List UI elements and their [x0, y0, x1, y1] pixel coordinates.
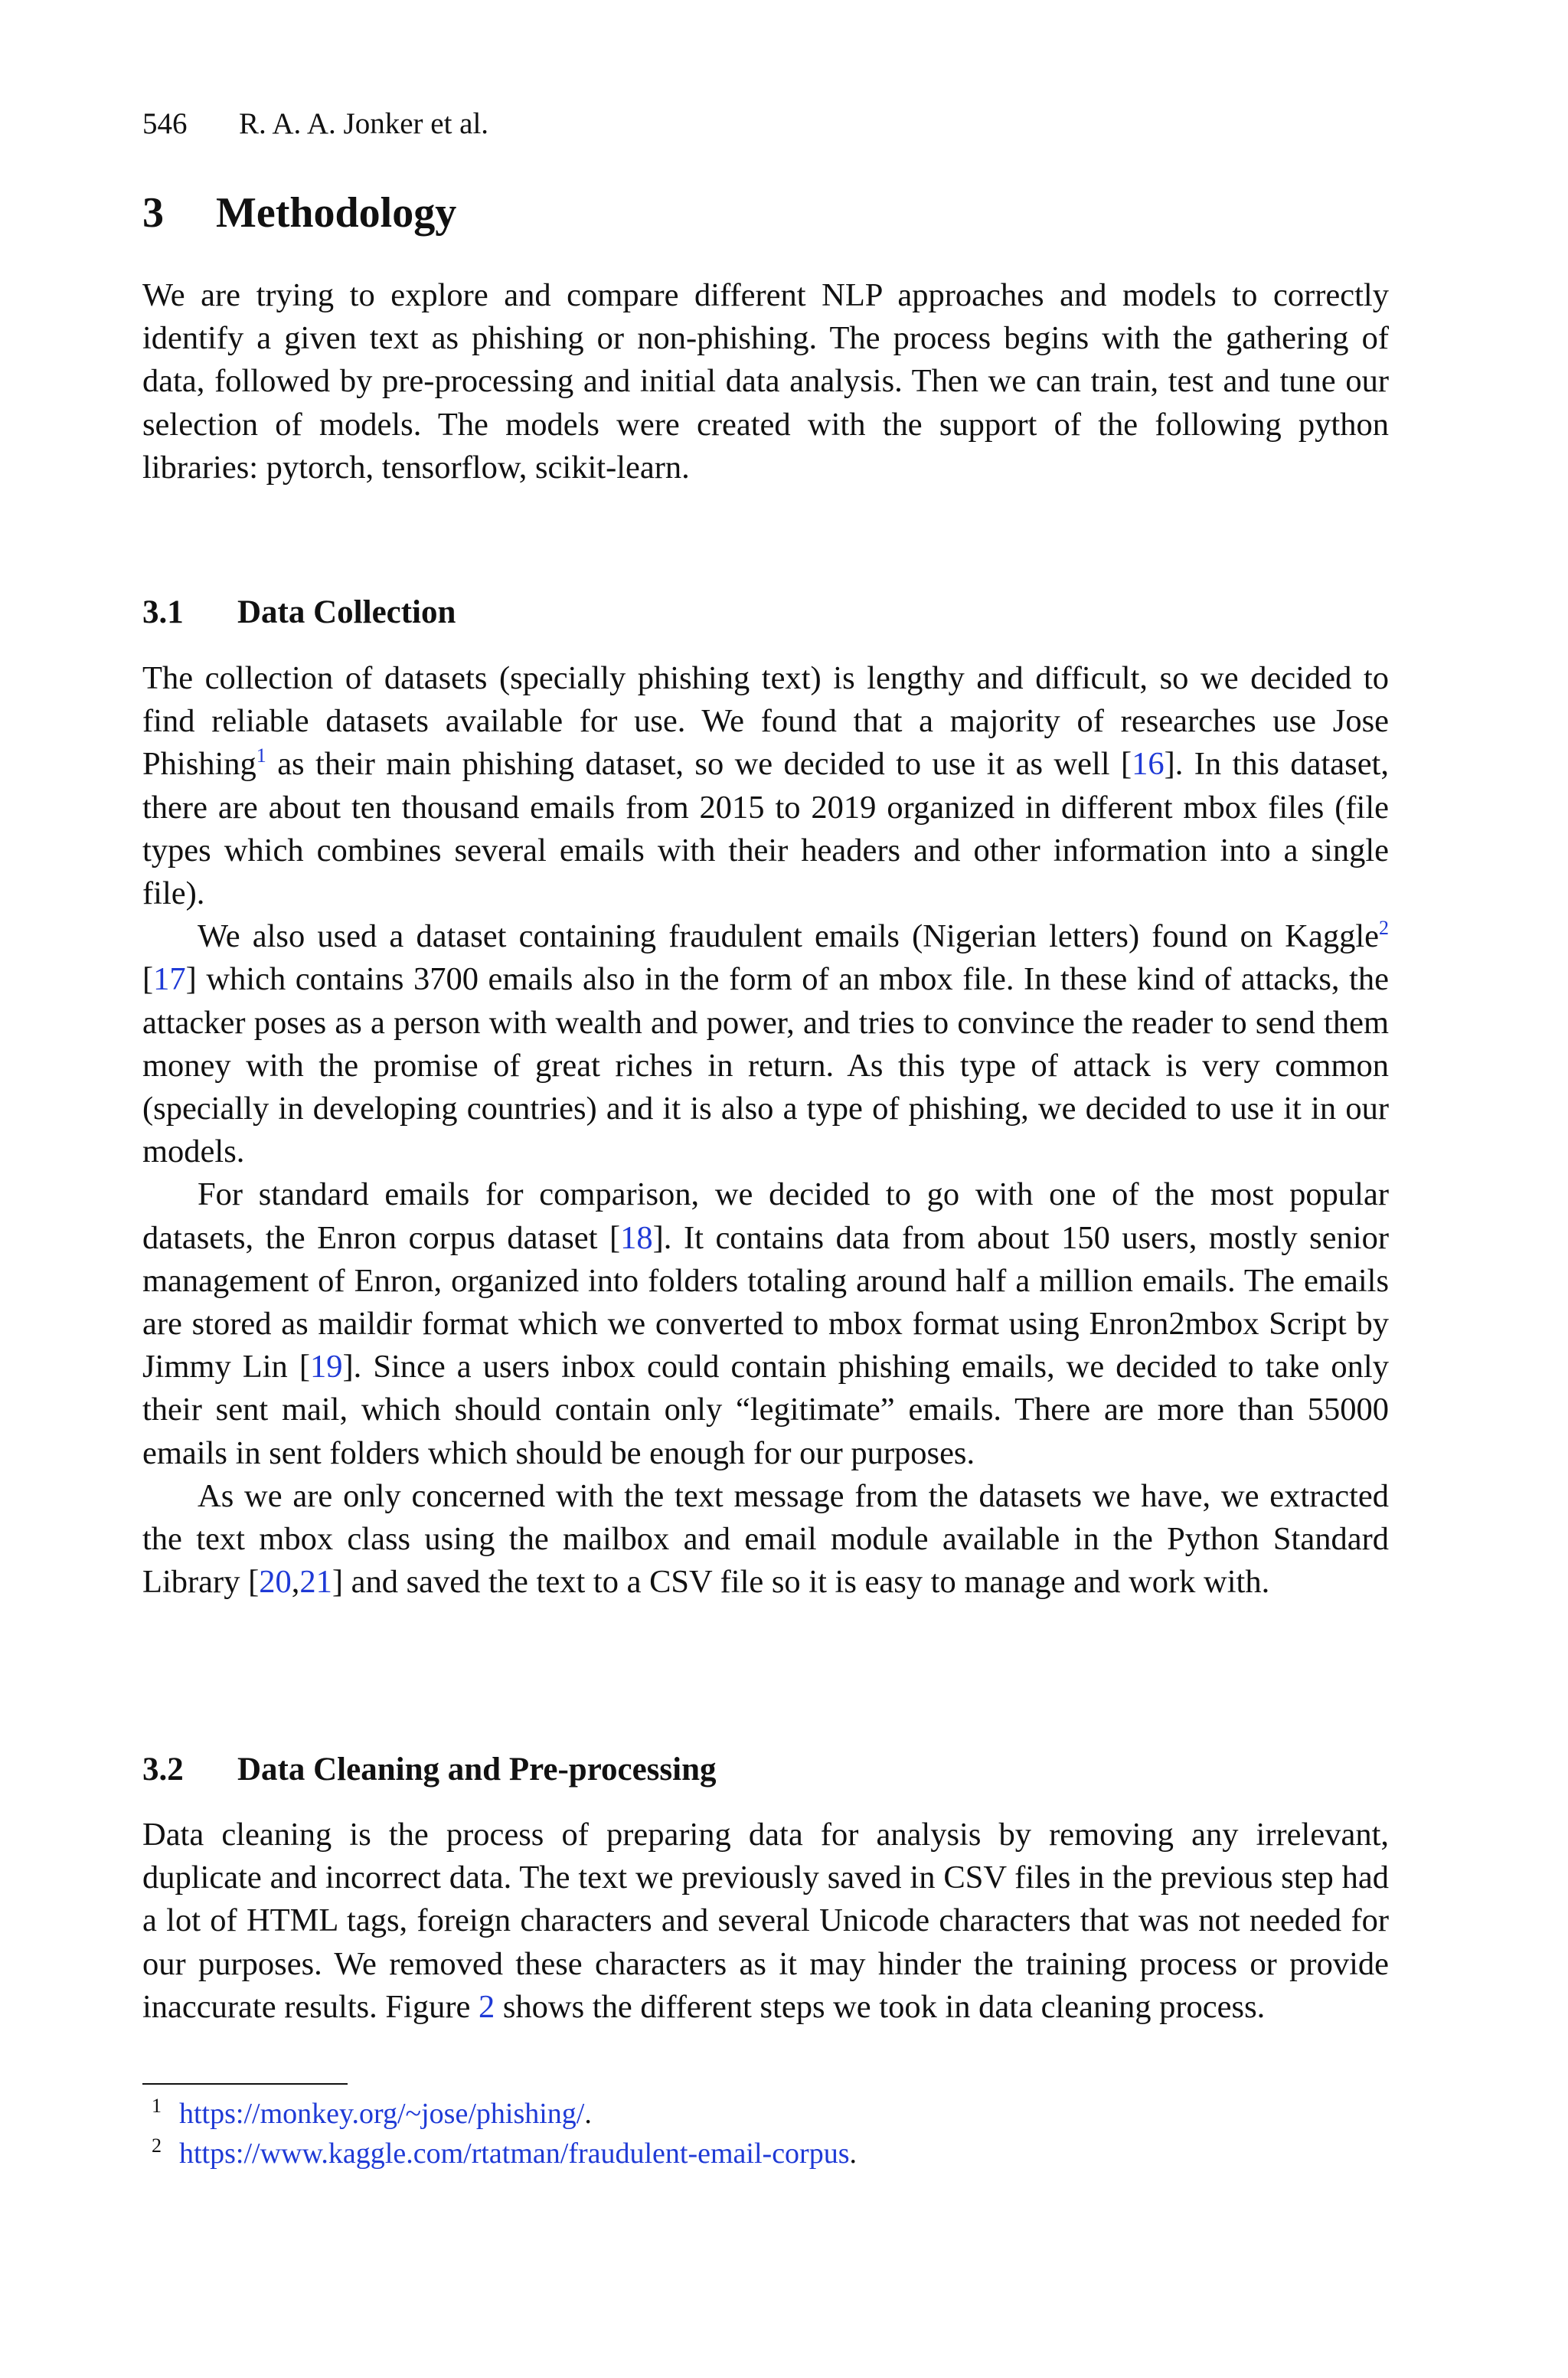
- section-intro-paragraph: We are trying to explore and compare different NLP approaches and models to correctly identify a given text as phishing or non-phishing. The process begins with the gathering of data, followed by pre-processing and initial data analysis. Then we can train, test and tune our selection of models. The models were created with the support of the following python libraries: pytorch, tensorflow, scikit-learn.: [142, 277, 1389, 486]
- author-running-head: R. A. A. Jonker et al.: [239, 107, 489, 140]
- footnote-suffix: .: [584, 2098, 592, 2130]
- paragraph-text: ]. Since a users inbox could contain phishing emails, we decided to take only their sent mail, which should contain only “legitimate” emails. There are more than 55000 emails in sent folders which should be enough for our purposes.: [142, 1349, 1389, 1471]
- footnote-1: 1 https://monkey.org/~jose/phishing/.: [152, 2095, 592, 2130]
- paragraph-jose-phishing: [142, 657, 1389, 915]
- footnote-suffix: .: [849, 2138, 858, 2170]
- paragraph-python-library: [142, 1475, 1389, 1604]
- citation-17[interactable]: 17: [153, 961, 186, 998]
- footnote-link-kaggle[interactable]: https://www.kaggle.com/rtatman/fraudulent-email-corpus: [179, 2138, 850, 2170]
- citation-separator: ,: [291, 1564, 300, 1601]
- citation-16[interactable]: 16: [1132, 746, 1165, 783]
- footnote-2: 2 https://www.kaggle.com/rtatman/fraudulent-email-corpus.: [152, 2134, 858, 2170]
- section-number: 3: [142, 189, 164, 237]
- footnote-divider: [142, 2083, 348, 2085]
- page-number: 546: [142, 107, 188, 140]
- footnote-ref-2[interactable]: 2: [1379, 917, 1389, 940]
- citation-18[interactable]: 18: [620, 1219, 653, 1256]
- subsection-heading-data-cleaning: [142, 1751, 717, 1789]
- subsection-number: 3.1: [142, 594, 184, 630]
- section-title: Methodology: [216, 189, 457, 237]
- subsection-title: Data Collection: [237, 594, 456, 630]
- paragraph-text: shows the different steps we took in data cleaning process.: [495, 1988, 1266, 2025]
- paragraph-text: ]. In this dataset, there are about ten thousand emails from 2015 to 2019 organized in different mbox files (file types which combines several emails with their headers and other information into a single file).: [142, 746, 1389, 912]
- paragraph-text: ]. It contains data from about 150 users, mostly senior management of Enron, organized into folders totaling around half a million emails. The emails are stored as maildir format which we converted to mbox format using Enron2mbox Script by Jimmy Lin [: [142, 1219, 1389, 1385]
- figure-ref-2[interactable]: 2: [479, 1988, 495, 2025]
- paragraph-enron: [142, 1173, 1389, 1474]
- paragraph-data-cleaning: [142, 1814, 1389, 2029]
- footnote-link-jose-phishing[interactable]: https://monkey.org/~jose/phishing/: [179, 2098, 585, 2130]
- citation-19[interactable]: 19: [310, 1349, 343, 1385]
- subsection-title: Data Cleaning and Pre-processing: [237, 1752, 717, 1788]
- citation-21[interactable]: 21: [299, 1564, 332, 1601]
- paragraph-kaggle: [142, 915, 1389, 1173]
- paragraph-text: We also used a dataset containing fraudulent emails (Nigerian letters) found on Kaggle: [198, 918, 1379, 955]
- paragraph-text: Data cleaning is the process of preparing data for analysis by removing any irrelevant, duplicate and incorrect data. The text we previously saved in CSV files in the previous step had a lot of HTML tags, foreign characters and several Unicode characters that was not needed for our purposes. We removed these characters as it may hinder the training process or provide inaccurate results. Figure: [142, 1817, 1389, 2025]
- paragraph-text: As we are only concerned with the text message from the datasets we have, we extracted the text mbox class using the mailbox and email module available in the Python Standard Library [: [142, 1477, 1389, 1601]
- paragraph-text: [: [142, 961, 154, 998]
- citation-20[interactable]: 20: [259, 1564, 292, 1601]
- paragraph-text: ] and saved the text to a CSV file so it is easy to manage and work with.: [332, 1564, 1270, 1601]
- running-header: [142, 107, 488, 141]
- footnote-ref-1[interactable]: 1: [256, 744, 266, 767]
- paragraph-text: ] which contains 3700 emails also in the form of an mbox file. In these kind of attacks, the attacker poses as a person with wealth and power, and tries to convince the reader to send them money with the promise of great riches in return. As this type of attack is very common (specially in developing countries) and it is also a type of phishing, we decided to use it in our models.: [142, 961, 1389, 1170]
- data-collection-body: [142, 657, 1389, 1604]
- paragraph-text: as their main phishing dataset, so we decided to use it as well [: [266, 746, 1132, 783]
- paragraph-text: The collection of datasets (specially phishing text) is lengthy and difficult, so we decided to find reliable datasets available for use. We found that a majority of researches use Jose Phishing: [142, 660, 1389, 783]
- subsection-heading-data-collection: [142, 594, 456, 632]
- section-heading: [142, 188, 456, 237]
- paragraph-text: For standard emails for comparison, we decided to go with one of the most popular datasets, the Enron corpus dataset [: [142, 1176, 1389, 1256]
- subsection-number: 3.2: [142, 1752, 184, 1788]
